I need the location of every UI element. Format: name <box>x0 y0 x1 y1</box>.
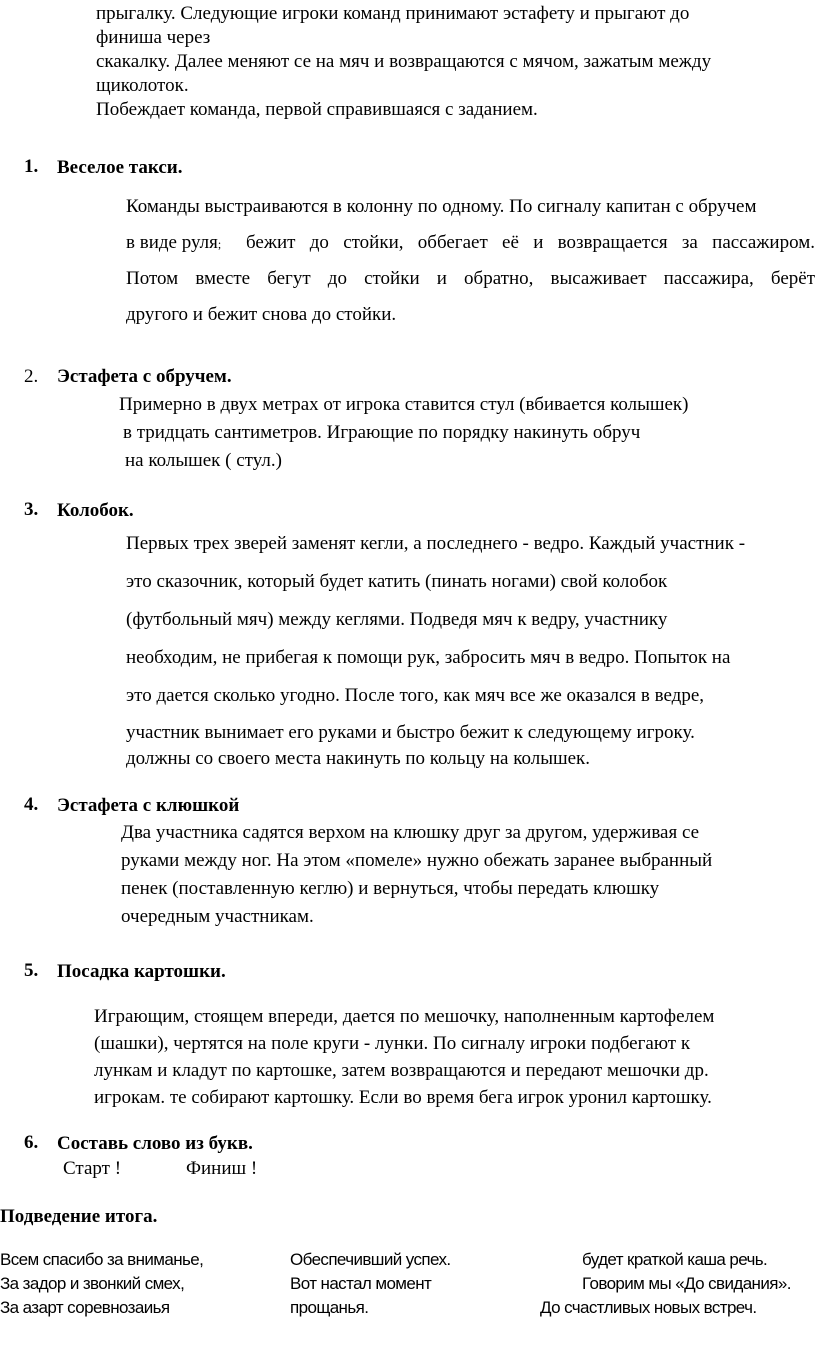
section-5-line-4: игрокам. те собирают картошку. Если во время бега игрок уронил картошку. <box>94 1087 712 1108</box>
section-6-number: 6. <box>24 1132 39 1153</box>
intro-line-5: Побеждает команда, первой справившаяся с заданием. <box>96 99 538 120</box>
section-4-line-3: пенек (поставленную кеглю) и вернуться, чтобы передать клюшку <box>121 878 660 899</box>
section-2-line-1: Примерно в двух метрах от игрока ставится стул (вбивается колышек) <box>119 394 689 415</box>
section-1-line-2b: бежит до стойки, оббегает её и возвращается за пассажиром. <box>246 232 815 253</box>
intro-line-3: скакалку. Далее меняют се на мяч и возвращаются с мячом, зажатым между <box>96 51 712 72</box>
section-5-line-3: лункам и кладут по картошке, затем возвращаются и передают мешочки др. <box>94 1060 709 1081</box>
summary-col1-line-3: За азарт соревнозаиья <box>0 1298 170 1317</box>
section-3-line-2: это сказочник, который будет катить (пинать ногами) свой колобок <box>126 571 668 592</box>
section-1-line-2a <box>126 231 221 256</box>
section-3-line-3: (футбольный мяч) между кеглями. Подведя мяч к ведру, участнику <box>126 609 668 630</box>
section-2-line-2: в тридцать сантиметров. Играющие по порядку накинуть обруч <box>123 422 641 443</box>
section-2-number: 2. <box>24 366 39 387</box>
section-1-line-2a-text: в виде руля <box>126 232 218 253</box>
section-3-line-6: участник вынимает его руками и быстро бежит к следующему игроку. <box>126 722 695 743</box>
section-3-number: 3. <box>24 499 39 520</box>
section-5-line-1: Играющим, стоящем впереди, дается по мешочку, наполненным картофелем <box>94 1006 715 1027</box>
summary-col1-line-1: Всем спасибо за вниманье, <box>0 1250 204 1269</box>
section-4-number: 4. <box>24 794 39 815</box>
section-4-line-2: руками между ног. На этом «помеле» нужно обежать заранее выбранный <box>121 850 713 871</box>
section-3-line-7: должны со своего места накинуть по кольцу на колышек. <box>126 748 591 769</box>
section-3-line-1: Первых трех зверей заменят кегли, а последнего - ведро. Каждый участник - <box>126 533 746 554</box>
section-3-line-5: это дается сколько угодно. После того, как мяч все же оказался в ведре, <box>126 685 705 706</box>
intro-line-1: прыгалку. Следующие игроки команд принимают эстафету и прыгают до <box>96 3 690 24</box>
section-5-line-2: (шашки), чертятся на поле круги - лунки. По сигналу игроки подбегают к <box>94 1033 691 1054</box>
summary-col3-line-3: До счастливых новых встреч. <box>540 1298 757 1317</box>
section-1-line-4: другого и бежит снова до стойки. <box>126 304 397 325</box>
section-3-line-4: необходим, не прибегая к помощи рук, забросить мяч в ведро. Попыток на <box>126 647 731 668</box>
section-4-line-4: очередным участникам. <box>121 906 314 927</box>
summary-col3-line-2: Говорим мы «До свидания». <box>582 1274 791 1293</box>
section-1-mark: ; <box>217 237 222 251</box>
section-1-line-3: Потом вместе бегут до стойки и обратно, высаживает пассажира, берёт <box>126 268 815 289</box>
intro-line-4: щиколоток. <box>96 75 189 96</box>
section-1-title: Веселое такси. <box>57 157 183 178</box>
summary-col2-line-2: Вот настал момент <box>290 1274 432 1293</box>
section-6-finish: Финиш ! <box>186 1158 258 1179</box>
section-6-title: Составь слово из букв. <box>57 1133 253 1154</box>
section-2-title: Эстафета с обручем. <box>57 366 232 387</box>
section-5-title: Посадка картошки. <box>57 961 226 982</box>
summary-col3-line-1: будет краткой каша речь. <box>582 1250 768 1269</box>
section-4-title: Эстафета с клюшкой <box>57 795 240 816</box>
summary-title: Подведение итога. <box>0 1206 158 1227</box>
section-2-line-3: на колышек ( стул.) <box>125 450 282 471</box>
section-6-start: Старт ! <box>63 1158 122 1179</box>
section-3-title: Колобок. <box>57 500 134 521</box>
intro-line-2: финиша через <box>96 27 211 48</box>
section-4-line-1: Два участника садятся верхом на клюшку друг за другом, удерживая се <box>121 822 700 843</box>
section-1-number: 1. <box>24 156 39 177</box>
summary-col1-line-2: За задор и звонкий смех, <box>0 1274 185 1293</box>
summary-col2-line-3: прощанья. <box>290 1298 369 1317</box>
section-1-line-1: Команды выстраиваются в колонну по одному. По сигналу капитан с обручем <box>126 196 757 217</box>
summary-col2-line-1: Обеспечивший успех. <box>290 1250 451 1269</box>
section-5-number: 5. <box>24 960 39 981</box>
